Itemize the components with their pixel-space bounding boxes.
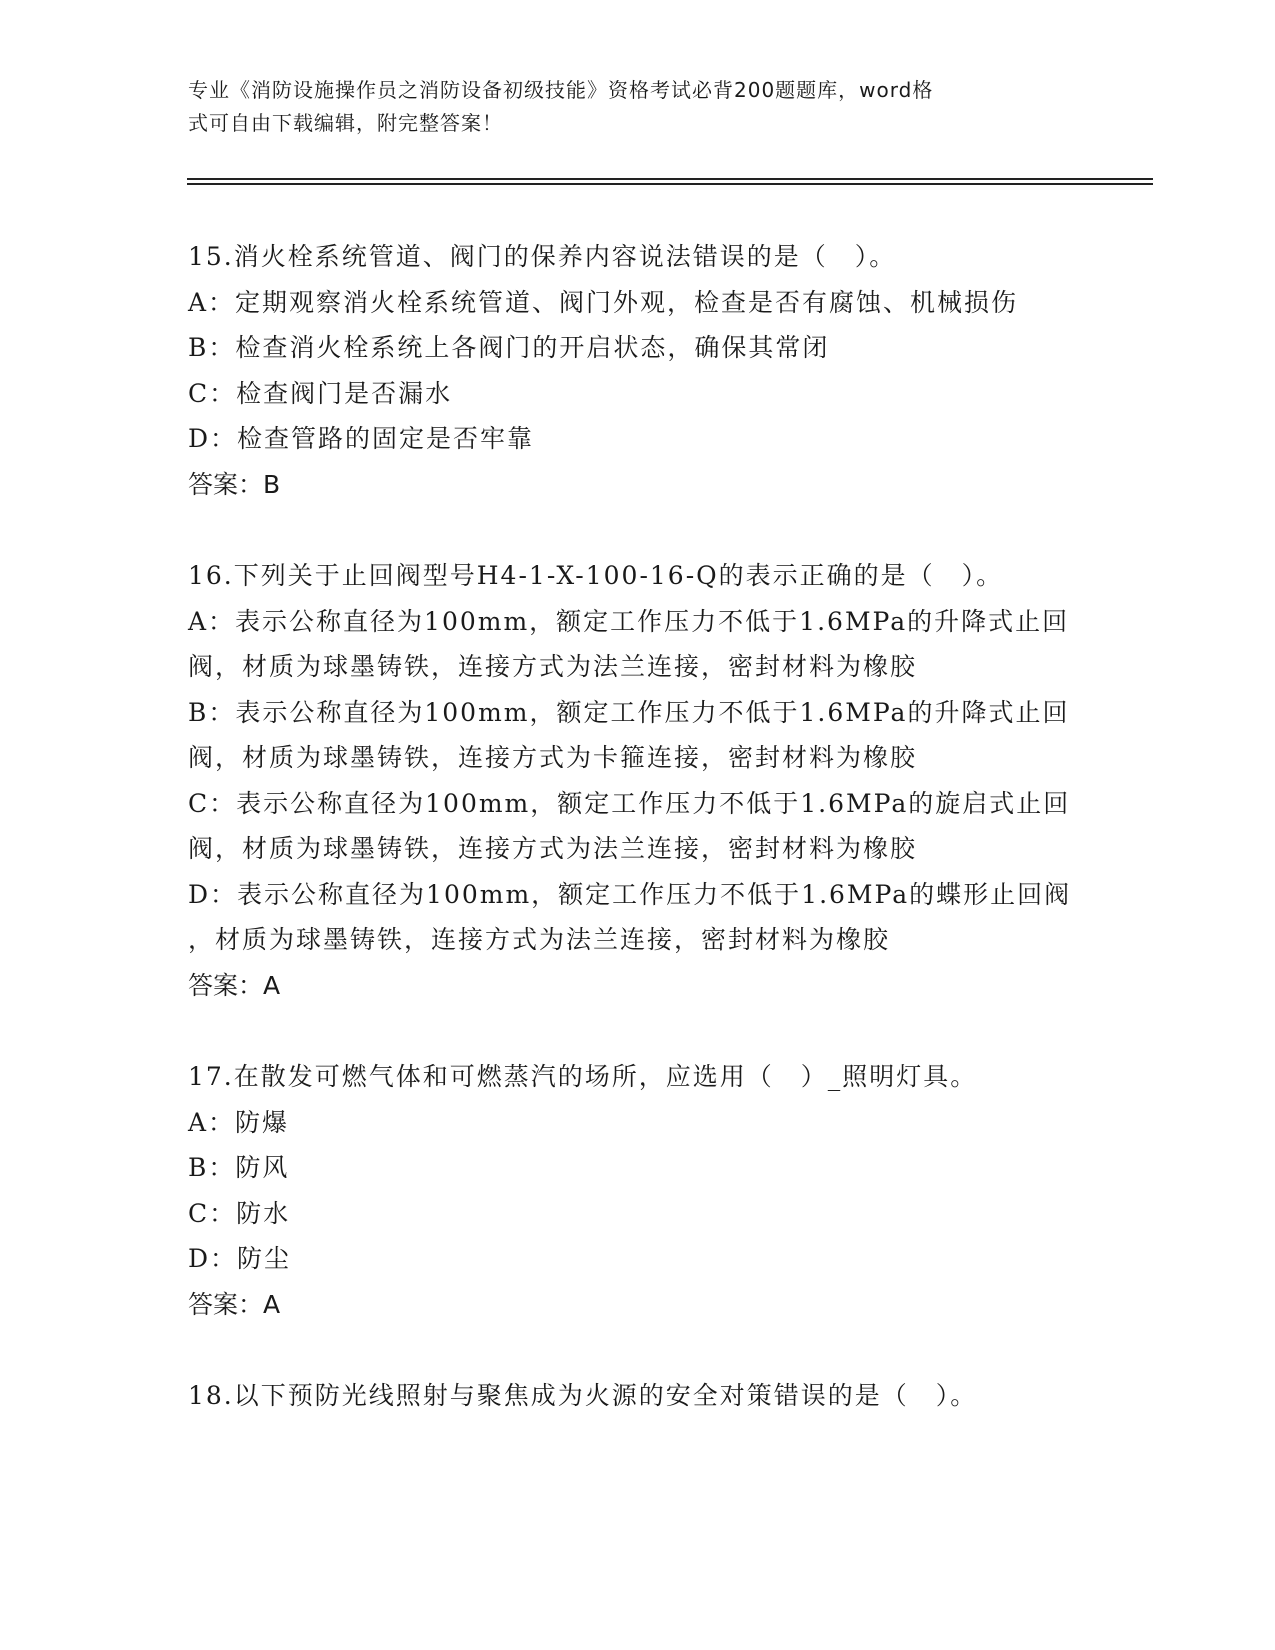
answer-line: 答案：B bbox=[188, 469, 281, 499]
question-stem: 18.以下预防光线照射与聚焦成为火源的安全对策错误的是（ ）。 bbox=[188, 1381, 978, 1410]
option-line: B：表示公称直径为100mm，额定工作压力不低于1.6MPa的升降式止回 bbox=[188, 697, 1070, 727]
option-line: A：表示公称直径为100mm，额定工作压力不低于1.6MPa的升降式止回 bbox=[188, 606, 1070, 636]
question-list bbox=[188, 234, 1088, 1465]
option-line: C：表示公称直径为100mm，额定工作压力不低于1.6MPa的旋启式止回 bbox=[188, 788, 1071, 818]
question-stem: 17.在散发可燃气体和可燃蒸汽的场所，应选用（ ）_照明灯具。 bbox=[188, 1062, 978, 1091]
header-line-1: 专业《消防设施操作员之消防设备初级技能》资格考试必背200题题库，word格 bbox=[188, 78, 934, 102]
answer-line: 答案：A bbox=[188, 1289, 281, 1319]
header-divider-top bbox=[187, 178, 1153, 180]
option-line: 阀，材质为球墨铸铁，连接方式为法兰连接，密封材料为橡胶 bbox=[188, 652, 918, 681]
option-line: C：防水 bbox=[188, 1198, 291, 1228]
question-block bbox=[188, 1054, 1088, 1327]
answer-line: 答案：A bbox=[188, 970, 281, 1000]
question-block bbox=[188, 234, 1088, 507]
question-block bbox=[188, 1373, 1088, 1419]
option-line: 阀，材质为球墨铸铁，连接方式为卡箍连接，密封材料为橡胶 bbox=[188, 743, 918, 772]
question-stem: 16.下列关于止回阀型号H4-1-X-100-16-Q的表示正确的是（ ）。 bbox=[188, 561, 1004, 590]
document-header bbox=[188, 74, 1088, 140]
option-line: B：防风 bbox=[188, 1153, 290, 1182]
option-line: D：检查管路的固定是否牢靠 bbox=[188, 424, 535, 453]
option-line: A：定期观察消火栓系统管道、阀门外观，检查是否有腐蚀、机械损伤 bbox=[188, 287, 1019, 317]
option-line: 阀，材质为球墨铸铁，连接方式为法兰连接，密封材料为橡胶 bbox=[188, 834, 918, 863]
option-line: ，材质为球墨铸铁，连接方式为法兰连接，密封材料为橡胶 bbox=[188, 925, 891, 954]
question-block bbox=[188, 553, 1088, 1008]
option-line: D：防尘 bbox=[188, 1244, 292, 1273]
option-line: A：防爆 bbox=[188, 1107, 290, 1137]
option-line: B：检查消火栓系统上各阀门的开启状态，确保其常闭 bbox=[188, 333, 830, 362]
question-stem: 15.消火栓系统管道、阀门的保养内容说法错误的是（ ）。 bbox=[188, 242, 897, 271]
option-line: D：表示公称直径为100mm，额定工作压力不低于1.6MPa的蝶形止回阀 bbox=[188, 879, 1072, 909]
header-line-2: 式可自由下载编辑，附完整答案！ bbox=[188, 111, 503, 135]
option-line: C：检查阀门是否漏水 bbox=[188, 378, 453, 408]
header-divider-bottom bbox=[187, 183, 1153, 185]
